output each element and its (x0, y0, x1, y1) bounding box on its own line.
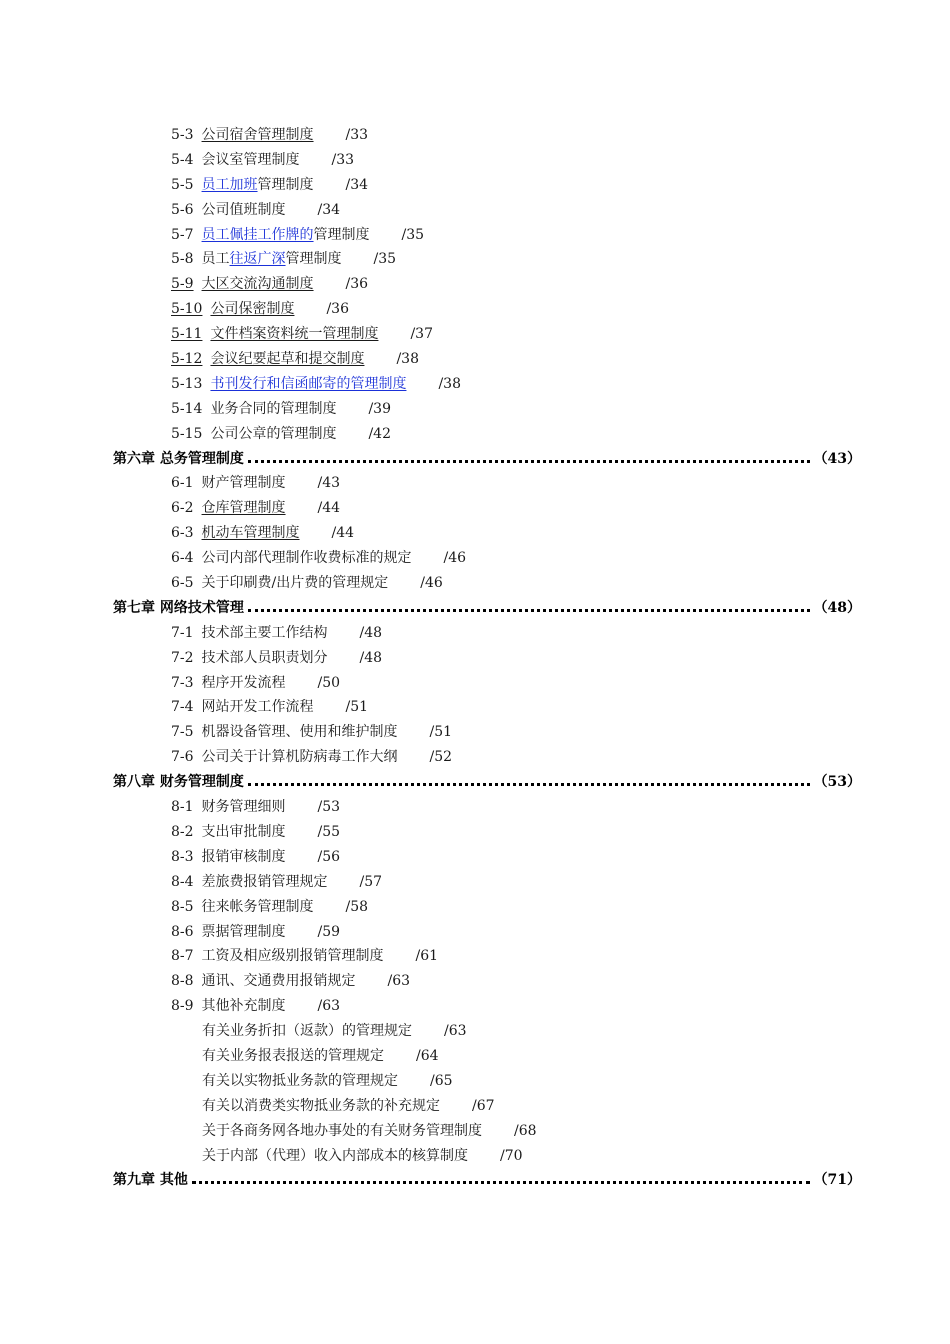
entry-page: /48 (359, 624, 383, 641)
entry-page: /50 (317, 674, 341, 691)
entry-number: 6-2 (171, 500, 194, 517)
entry-title-rest: 管理制度 (313, 226, 370, 243)
entry-page: /63 (444, 1023, 467, 1040)
entry-number: 5-13 (171, 375, 203, 392)
toc-entry-7-2[interactable] (0, 646, 950, 671)
entry-page: /36 (345, 276, 369, 293)
entry-page: /44 (317, 500, 341, 517)
entry-title-rest: 管理制度 (257, 176, 314, 193)
entry-title: 关于各商务网各地办事处的有关财务管理制度 (202, 1122, 482, 1139)
entry-title[interactable]: 会议纪要起草和提交制度 (210, 351, 365, 368)
entry-page: /34 (345, 176, 369, 193)
entry-title: 网站开发工作流程 (201, 699, 314, 716)
entry-page: /64 (416, 1047, 439, 1064)
entry-title: 有关业务报表报送的管理规定 (202, 1047, 384, 1064)
entry-page: /51 (429, 724, 453, 741)
entry-number: 7-6 (171, 749, 194, 766)
chapter-page: （53） (813, 774, 861, 791)
entry-page: /37 (410, 326, 433, 343)
entry-title: 技术部人员职责划分 (201, 649, 328, 666)
entry-page: /68 (514, 1122, 537, 1139)
toc-entry-6-2[interactable] (0, 496, 950, 521)
entry-title: 有关以实物抵业务款的管理规定 (202, 1072, 398, 1089)
entry-title[interactable]: 仓库管理制度 (201, 500, 286, 517)
entry-page: /38 (396, 351, 419, 368)
toc-entry-7-4[interactable] (0, 695, 950, 720)
dot-leader (248, 447, 810, 472)
entry-page: /58 (345, 898, 369, 915)
entry-page: /33 (331, 151, 355, 168)
toc-entry-8-6[interactable] (0, 920, 950, 945)
toc-chapter-9[interactable] (113, 1168, 861, 1193)
entry-page: /65 (430, 1072, 453, 1089)
entry-title-link[interactable]: 员工佩挂工作牌的 (201, 226, 314, 243)
entry-page: /67 (472, 1097, 495, 1114)
entry-number: 5-8 (171, 251, 194, 268)
toc-entry-5-9[interactable] (0, 272, 950, 297)
entry-title: 公司公章的管理制度 (210, 425, 337, 442)
entry-title-link[interactable]: 书刊发行和信函邮寄的管理制度 (210, 375, 407, 392)
toc-entry-8-5[interactable] (0, 895, 950, 920)
entry-number: 8-1 (171, 799, 194, 816)
entry-number: 5-6 (171, 201, 194, 218)
chapter-title: 第九章 其他 (113, 1172, 188, 1189)
entry-number[interactable]: 5-9 (171, 276, 194, 293)
entry-page: /52 (429, 749, 453, 766)
entry-page: /43 (317, 475, 341, 492)
entry-page: /46 (420, 575, 443, 592)
entry-number: 5-14 (171, 400, 203, 417)
toc-entry-7-3[interactable] (0, 671, 950, 696)
entry-title: 工资及相应级别报销管理制度 (201, 948, 384, 965)
entry-title: 财务管理细则 (201, 799, 286, 816)
toc-subentry-5[interactable] (0, 1119, 950, 1144)
entry-page: /38 (438, 375, 461, 392)
entry-number: 5-3 (171, 127, 194, 143)
entry-title: 关于印刷费/出片费的管理规定 (201, 575, 389, 592)
entry-page: /59 (317, 923, 341, 940)
toc-entry-5-15[interactable] (0, 422, 950, 447)
entry-page: /39 (368, 400, 391, 417)
chapter-title: 第六章 总务管理制度 (113, 450, 244, 467)
entry-number[interactable]: 5-12 (171, 351, 203, 368)
entry-number[interactable]: 5-11 (171, 326, 203, 343)
toc-entry-8-1[interactable] (0, 795, 950, 820)
toc-entry-7-5[interactable] (0, 720, 950, 745)
toc-entry-5-13[interactable] (0, 372, 950, 397)
entry-number: 5-5 (171, 176, 194, 193)
table-of-contents (0, 123, 950, 1193)
entry-number: 5-7 (171, 226, 194, 243)
entry-title-link[interactable]: 员工加班 (201, 176, 258, 193)
toc-entry-8-3[interactable] (0, 845, 950, 870)
dot-leader (248, 596, 810, 621)
toc-entry-5-8[interactable] (0, 247, 950, 272)
entry-number: 8-8 (171, 973, 194, 990)
entry-title: 通讯、交通费用报销规定 (201, 973, 356, 990)
entry-title: 公司值班制度 (201, 201, 286, 218)
entry-page: /35 (401, 226, 425, 243)
entry-title: 会议室管理制度 (201, 151, 300, 168)
toc-chapter-6[interactable] (113, 447, 861, 472)
toc-entry-5-11[interactable] (0, 322, 950, 347)
entry-number: 8-9 (171, 998, 194, 1015)
chapter-page: （71） (813, 1172, 861, 1189)
entry-title: 差旅费报销管理规定 (201, 873, 328, 890)
entry-page: /44 (331, 525, 355, 542)
entry-title-pre: 员工 (201, 251, 230, 268)
entry-page: /63 (317, 998, 341, 1015)
entry-number: 7-3 (171, 674, 194, 691)
chapter-page: （48） (813, 599, 861, 616)
entry-number: 7-1 (171, 624, 194, 641)
toc-entry-5-3[interactable] (0, 123, 950, 148)
entry-title: 业务合同的管理制度 (210, 400, 337, 417)
toc-entry-7-1[interactable] (0, 621, 950, 646)
entry-page: /42 (368, 425, 391, 442)
entry-page: /36 (326, 301, 349, 318)
toc-subentry-4[interactable] (0, 1094, 950, 1119)
entry-number: 7-5 (171, 724, 194, 741)
toc-entry-8-4[interactable] (0, 870, 950, 895)
toc-subentry-2[interactable] (0, 1044, 950, 1069)
entry-page: /57 (359, 873, 383, 890)
entry-number: 5-4 (171, 151, 194, 168)
toc-entry-5-5[interactable] (0, 173, 950, 198)
entry-page: /56 (317, 848, 341, 865)
toc-subentry-3[interactable] (0, 1069, 950, 1094)
entry-title-rest: 管理制度 (285, 251, 342, 268)
entry-page: /34 (317, 201, 341, 218)
entry-page: /46 (443, 550, 467, 567)
entry-number: 8-4 (171, 873, 194, 890)
toc-entry-5-10[interactable] (0, 297, 950, 322)
entry-page: /35 (373, 251, 397, 268)
entry-page: /33 (345, 127, 369, 143)
entry-number: 7-2 (171, 649, 194, 666)
toc-entry-6-3[interactable] (0, 521, 950, 546)
entry-title: 有关以消费类实物抵业务款的补充规定 (202, 1097, 440, 1114)
toc-entry-7-6[interactable] (0, 745, 950, 770)
toc-entry-6-1[interactable] (0, 471, 950, 496)
entry-number: 6-3 (171, 525, 194, 542)
entry-title[interactable]: 机动车管理制度 (201, 525, 300, 542)
toc-chapter-8[interactable] (113, 770, 861, 795)
entry-number: 8-3 (171, 848, 194, 865)
entry-title: 关于内部（代理）收入内部成本的核算制度 (202, 1147, 468, 1164)
entry-title[interactable]: 公司宿舍管理制度 (201, 127, 314, 143)
toc-entry-5-7[interactable] (0, 223, 950, 248)
chapter-title: 第七章 网络技术管理 (113, 599, 244, 616)
entry-number: 8-6 (171, 923, 194, 940)
entry-page: /48 (359, 649, 383, 666)
toc-entry-6-5[interactable] (0, 571, 950, 596)
entry-title: 支出审批制度 (201, 823, 286, 840)
entry-title: 技术部主要工作结构 (201, 624, 328, 641)
entry-page: /55 (317, 823, 341, 840)
entry-number: 8-7 (171, 948, 194, 965)
chapter-page: （43） (813, 450, 861, 467)
entry-number: 8-5 (171, 898, 194, 915)
entry-page: /61 (415, 948, 439, 965)
toc-entry-5-6[interactable] (0, 198, 950, 223)
entry-page: /53 (317, 799, 341, 816)
entry-title: 票据管理制度 (201, 923, 286, 940)
entry-title-link[interactable]: 往返广深 (229, 251, 286, 268)
entry-page: /70 (500, 1147, 523, 1164)
entry-title: 报销审核制度 (201, 848, 286, 865)
entry-title[interactable]: 大区交流沟通制度 (201, 276, 314, 293)
entry-title: 程序开发流程 (201, 674, 286, 691)
dot-leader (248, 770, 810, 795)
toc-entry-6-4[interactable] (0, 546, 950, 571)
entry-number: 6-5 (171, 575, 194, 592)
entry-title: 往来帐务管理制度 (201, 898, 314, 915)
entry-title: 公司关于计算机防病毒工作大纲 (201, 749, 398, 766)
entry-number: 6-1 (171, 475, 194, 492)
entry-title: 有关业务折扣（返款）的管理规定 (202, 1023, 412, 1040)
toc-entry-8-2[interactable] (0, 820, 950, 845)
dot-leader (192, 1168, 810, 1193)
toc-entry-8-8[interactable] (0, 969, 950, 994)
entry-number: 5-15 (171, 425, 203, 442)
entry-number: 6-4 (171, 550, 194, 567)
toc-entry-5-4[interactable] (0, 148, 950, 173)
chapter-title: 第八章 财务管理制度 (113, 774, 244, 791)
entry-number: 7-4 (171, 699, 194, 716)
entry-number[interactable]: 5-10 (171, 301, 203, 318)
entry-title: 财产管理制度 (201, 475, 286, 492)
entry-title: 机器设备管理、使用和维护制度 (201, 724, 398, 741)
entry-number: 8-2 (171, 823, 194, 840)
toc-entry-8-9[interactable] (0, 994, 950, 1019)
toc-entry-8-7[interactable] (0, 944, 950, 969)
entry-title[interactable]: 公司保密制度 (210, 301, 295, 318)
entry-page: /63 (387, 973, 411, 990)
toc-entry-5-12[interactable] (0, 347, 950, 372)
entry-title[interactable]: 文件档案资料统一管理制度 (210, 326, 379, 343)
toc-entry-5-14[interactable] (0, 397, 950, 422)
toc-subentry-1[interactable] (0, 1019, 950, 1044)
entry-title: 公司内部代理制作收费标准的规定 (201, 550, 412, 567)
entry-page: /51 (345, 699, 369, 716)
toc-subentry-6[interactable] (0, 1144, 950, 1169)
toc-chapter-7[interactable] (113, 596, 861, 621)
entry-title: 其他补充制度 (201, 998, 286, 1015)
